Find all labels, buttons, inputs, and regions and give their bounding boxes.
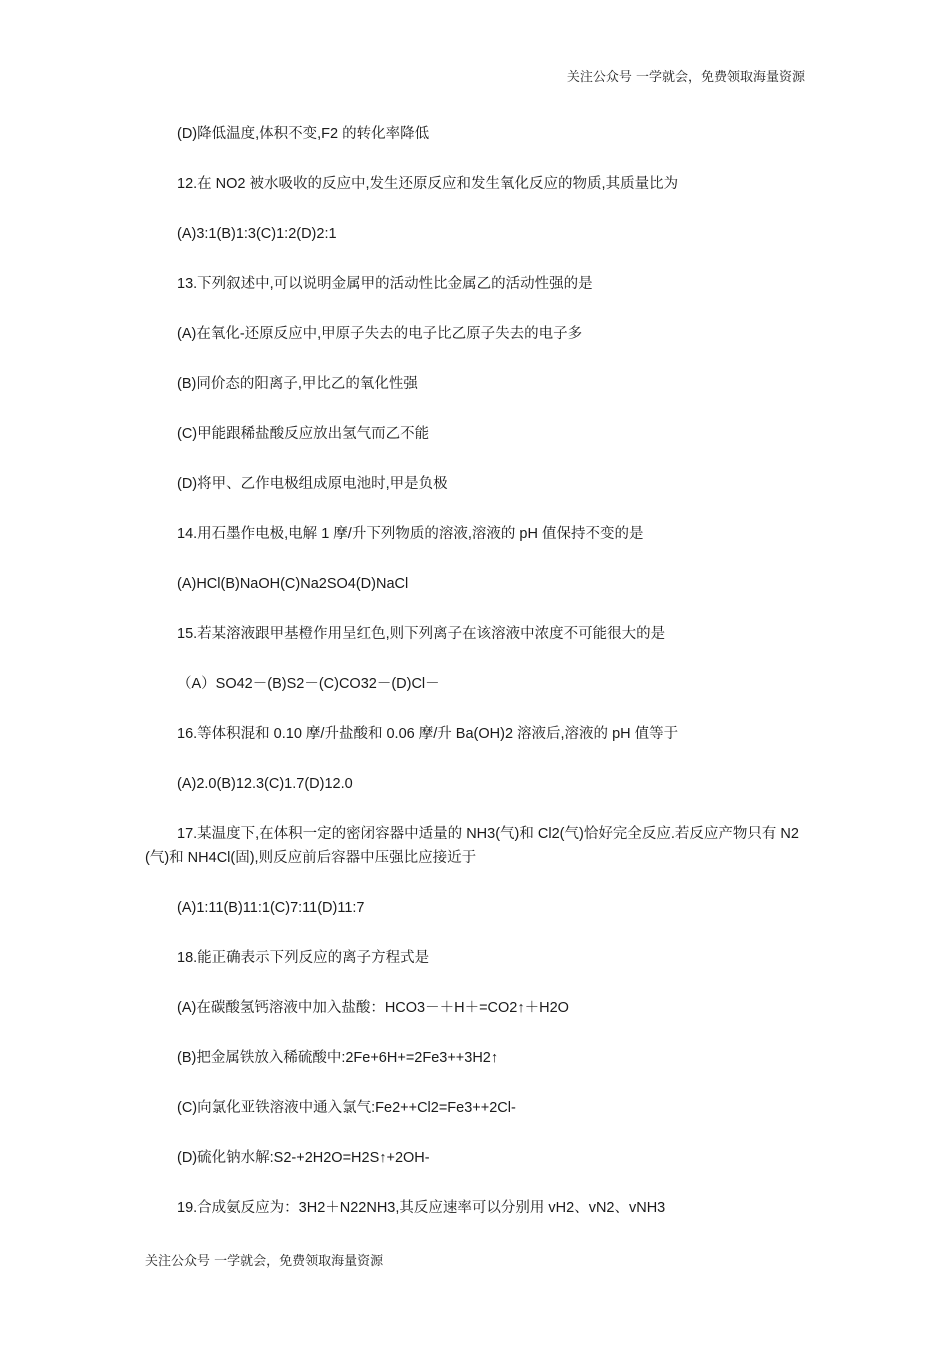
question-18-option-d: (D)硫化钠水解:S2-+2H2O=H2S↑+2OH- bbox=[177, 1150, 430, 1166]
question-16-options: (A)2.0(B)12.3(C)1.7(D)12.0 bbox=[177, 776, 353, 792]
question-17: 17.某温度下,在体积一定的密闭容器中适量的 NH3(气)和 Cl2(气)恰好完全反应.若反应产物只有 N2(气)和 NH4Cl(固),则反应前后容器中压强比应接近于 bbox=[145, 826, 799, 866]
question-12: 12.在 NO2 被水吸收的反应中,发生还原反应和发生氧化反应的物质,其质量比为 bbox=[177, 176, 679, 192]
question-13-option-b: (B)同价态的阳离子,甲比乙的氧化性强 bbox=[177, 376, 418, 392]
question-19: 19.合成氨反应为：3H2＋N22NH3,其反应速率可以分别用 vH2、vN2、vNH3 bbox=[177, 1200, 666, 1216]
page-header: 关注公众号 一学就会，免费领取海量资源 bbox=[566, 70, 805, 85]
question-15-options: （A）SO42－(B)S2－(C)CO32－(D)Cl－ bbox=[177, 676, 440, 692]
question-13: 13.下列叙述中,可以说明金属甲的活动性比金属乙的活动性强的是 bbox=[177, 276, 593, 292]
question-18-option-b: (B)把金属铁放入稀硫酸中:2Fe+6H+=2Fe3++3H2↑ bbox=[177, 1050, 499, 1066]
question-14-options: (A)HCl(B)NaOH(C)Na2SO4(D)NaCl bbox=[177, 576, 409, 592]
question-18: 18.能正确表示下列反应的离子方程式是 bbox=[177, 950, 430, 966]
question-13-option-d: (D)将甲、乙作电极组成原电池时,甲是负极 bbox=[177, 476, 448, 492]
question-18-option-c: (C)向氯化亚铁溶液中通入氯气:Fe2++Cl2=Fe3++2Cl- bbox=[177, 1100, 516, 1116]
option-line: (D)降低温度,体积不变,F2 的转化率降低 bbox=[177, 126, 430, 142]
question-13-option-a: (A)在氧化-还原反应中,甲原子失去的电子比乙原子失去的电子多 bbox=[177, 326, 583, 342]
question-15: 15.若某溶液跟甲基橙作用呈红色,则下列离子在该溶液中浓度不可能很大的是 bbox=[177, 626, 666, 642]
question-14: 14.用石墨作电极,电解 1 摩/升下列物质的溶液,溶液的 pH 值保持不变的是 bbox=[177, 526, 644, 542]
question-13-option-c: (C)甲能跟稀盐酸反应放出氢气而乙不能 bbox=[177, 426, 430, 442]
question-17-options: (A)1:11(B)11:1(C)7:11(D)11:7 bbox=[177, 900, 365, 916]
question-16: 16.等体积混和 0.10 摩/升盐酸和 0.06 摩/升 Ba(OH)2 溶液后,溶液的 pH 值等于 bbox=[177, 726, 679, 742]
document-body bbox=[145, 122, 807, 1246]
question-12-options: (A)3:1(B)1:3(C)1:2(D)2:1 bbox=[177, 226, 337, 242]
page-footer: 关注公众号 一学就会，免费领取海量资源 bbox=[145, 1254, 384, 1269]
question-18-option-a: (A)在碳酸氢钙溶液中加入盐酸：HCO3－＋H＋=CO2↑＋H2O bbox=[177, 1000, 569, 1016]
